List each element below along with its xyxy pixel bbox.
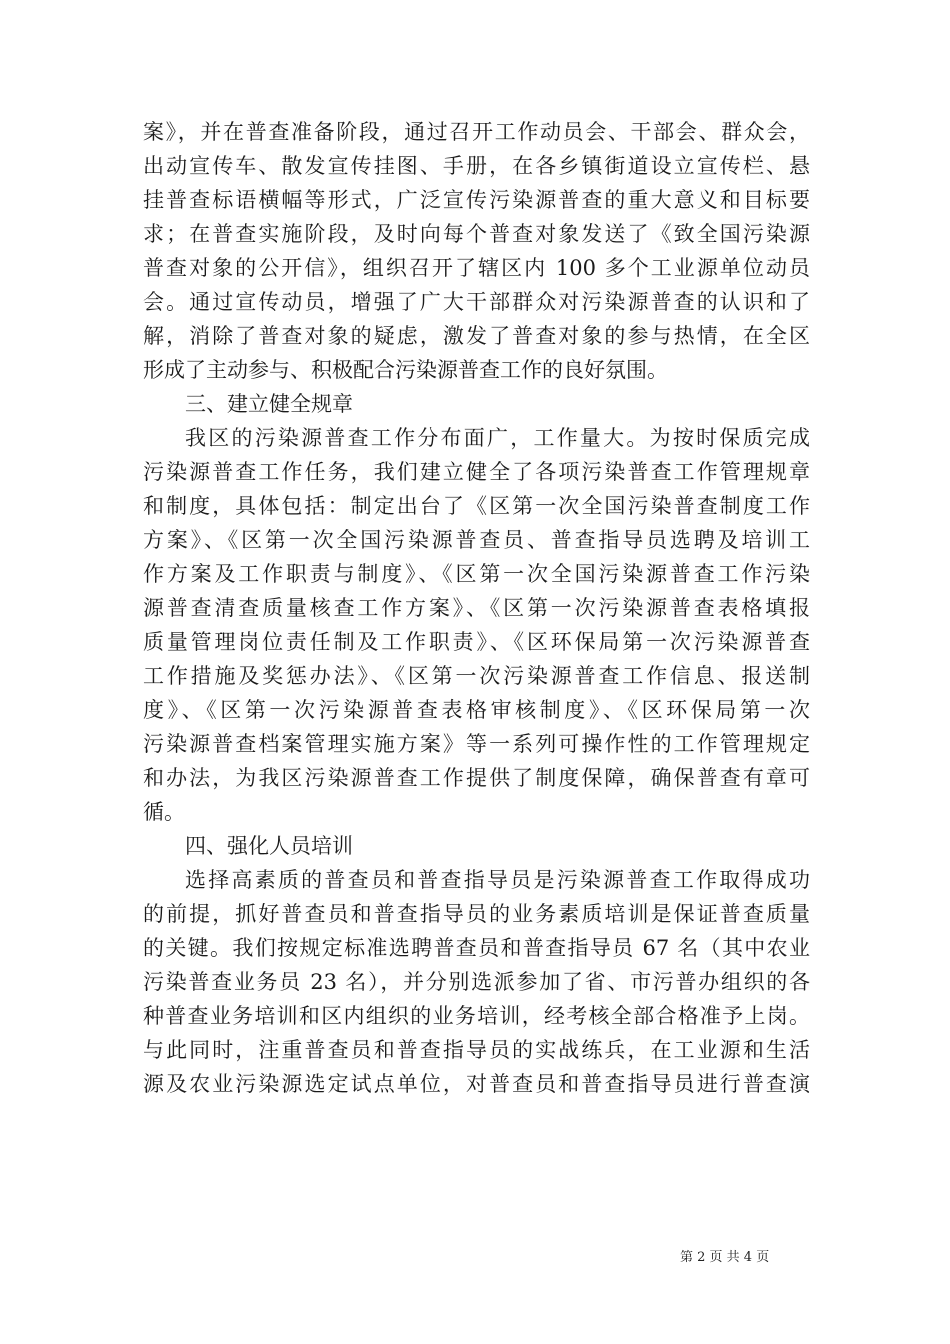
text-line: 案》，并在普查准备阶段，通过召开工作动员会、干部会、群众会，: [143, 120, 810, 144]
text-line: 工作措施及奖惩办法》、《区第一次污染源普查工作信息、报送制: [143, 664, 810, 688]
text-line: 的前提，抓好普查员和普查指导员的业务素质培训是保证普查质量: [143, 902, 810, 926]
text-line: 污染源普查档案管理实施方案》等一系列可操作性的工作管理规定: [143, 732, 810, 756]
text-line: 和制度，具体包括：制定出台了《区第一次全国污染普查制度工作: [143, 494, 810, 518]
text-line: 的关键。我们按规定标准选聘普查员和普查指导员 67 名（其中农业: [143, 936, 810, 960]
text-line: 源普查清查质量核查工作方案》、《区第一次污染源普查表格填报: [143, 596, 810, 620]
text-line: 度》、《区第一次污染源普查表格审核制度》、《区环保局第一次: [143, 698, 810, 722]
text-line: 普查对象的公开信》，组织召开了辖区内 100 多个工业源单位动员: [143, 256, 810, 280]
section-heading-3: 三、建立健全规章: [185, 392, 353, 416]
text-line: 循。: [143, 800, 185, 824]
text-line: 和办法，为我区污染源普查工作提供了制度保障，确保普查有章可: [143, 766, 810, 790]
text-line: 与此同时，注重普查员和普查指导员的实战练兵，在工业源和生活: [143, 1038, 810, 1062]
section-heading-4: 四、强化人员培训: [185, 834, 353, 858]
text-line: 源及农业污染源选定试点单位，对普查员和普查指导员进行普查演: [143, 1072, 810, 1096]
text-line: 种普查业务培训和区内组织的业务培训，经考核全部合格准予上岗。: [143, 1004, 810, 1028]
text-line: 会。通过宣传动员，增强了广大干部群众对污染源普查的认识和了: [143, 290, 810, 314]
text-line: 挂普查标语横幅等形式，广泛宣传污染源普查的重大意义和目标要: [143, 188, 810, 212]
text-line: 污染源普查工作任务，我们建立健全了各项污染普查工作管理规章: [143, 460, 810, 484]
text-line: 解，消除了普查对象的疑虑，激发了普查对象的参与热情，在全区: [143, 324, 810, 348]
text-line: 形成了主动参与、积极配合污染源普查工作的良好氛围。: [143, 358, 668, 382]
page-number: 第 2 页 共 4 页: [680, 1250, 770, 1265]
document-body: [143, 115, 810, 1101]
text-line: 方案》、《区第一次全国污染源普查员、普查指导员选聘及培训工: [143, 528, 810, 552]
text-line: 求；在普查实施阶段，及时向每个普查对象发送了《致全国污染源: [143, 222, 810, 246]
text-line: 选择高素质的普查员和普查指导员是污染源普查工作取得成功: [185, 868, 810, 892]
text-line: 作方案及工作职责与制度》、《区第一次全国污染源普查工作污染: [143, 562, 810, 586]
text-line: 我区的污染源普查工作分布面广，工作量大。为按时保质完成: [185, 426, 810, 450]
text-line: 污染普查业务员 23 名），并分别选派参加了省、市污普办组织的各: [143, 970, 810, 994]
text-line: 质量管理岗位责任制及工作职责》、《区环保局第一次污染源普查: [143, 630, 810, 654]
text-line: 出动宣传车、散发宣传挂图、手册，在各乡镇街道设立宣传栏、悬: [143, 154, 810, 178]
